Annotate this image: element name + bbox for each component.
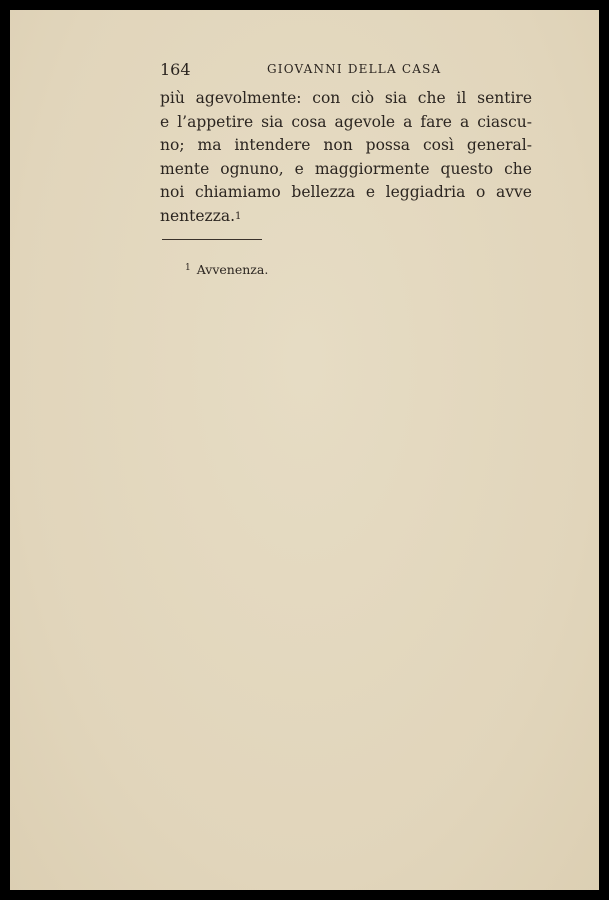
- footnote-divider: [162, 239, 262, 240]
- word: possa: [365, 136, 411, 154]
- word: chiamiamo: [194, 183, 281, 201]
- last-line-text: nentezza.: [160, 206, 236, 225]
- word: fare: [420, 112, 452, 131]
- word: e: [160, 112, 170, 131]
- word: o: [476, 183, 486, 201]
- word: a: [403, 112, 413, 131]
- footnote: [185, 262, 268, 277]
- word: agevole: [334, 112, 396, 131]
- word: ognuno,: [220, 159, 284, 178]
- running-head: GIOVANNI DELLA CASA: [267, 62, 442, 76]
- word: mente: [160, 159, 210, 178]
- body-text: [160, 87, 532, 228]
- text-line: [160, 111, 532, 135]
- word: sia: [384, 89, 407, 107]
- word: noi: [160, 183, 185, 201]
- book-page: [10, 10, 599, 890]
- footnote-text: Avvenenza.: [196, 262, 269, 277]
- word: intendere: [234, 136, 311, 154]
- word: sia: [261, 112, 284, 131]
- word: bellezza: [291, 183, 356, 201]
- word: agevolmente:: [195, 89, 302, 107]
- word: general-: [466, 136, 532, 154]
- word: più: [160, 89, 185, 107]
- word: l’appetire: [177, 112, 254, 131]
- word: avve: [496, 183, 532, 201]
- word: ma: [197, 136, 222, 154]
- word: no;: [160, 136, 185, 154]
- text-line: [160, 158, 532, 182]
- word: che: [417, 89, 446, 107]
- word: ciò: [351, 89, 375, 107]
- word: il: [456, 89, 467, 107]
- footnote-marker: 1: [185, 263, 191, 273]
- word: sentire: [477, 89, 532, 107]
- word: e: [294, 159, 304, 178]
- word: con: [312, 89, 341, 107]
- word: maggiormente: [314, 159, 430, 178]
- word: a: [459, 112, 470, 131]
- word: ciascu-: [477, 112, 532, 131]
- text-line: [160, 205, 532, 229]
- text-line: [160, 87, 532, 111]
- word: questo: [440, 159, 494, 178]
- word: non: [323, 136, 353, 154]
- text-line: [160, 181, 532, 205]
- word: così: [423, 136, 454, 154]
- word: che: [504, 159, 532, 178]
- footnote-reference: 1: [235, 210, 242, 222]
- page-number: 164: [160, 60, 191, 79]
- word: e: [365, 183, 375, 201]
- word: cosa: [291, 112, 327, 131]
- page-header: [160, 60, 532, 82]
- word: leggiadria: [385, 183, 466, 201]
- text-line: [160, 134, 532, 158]
